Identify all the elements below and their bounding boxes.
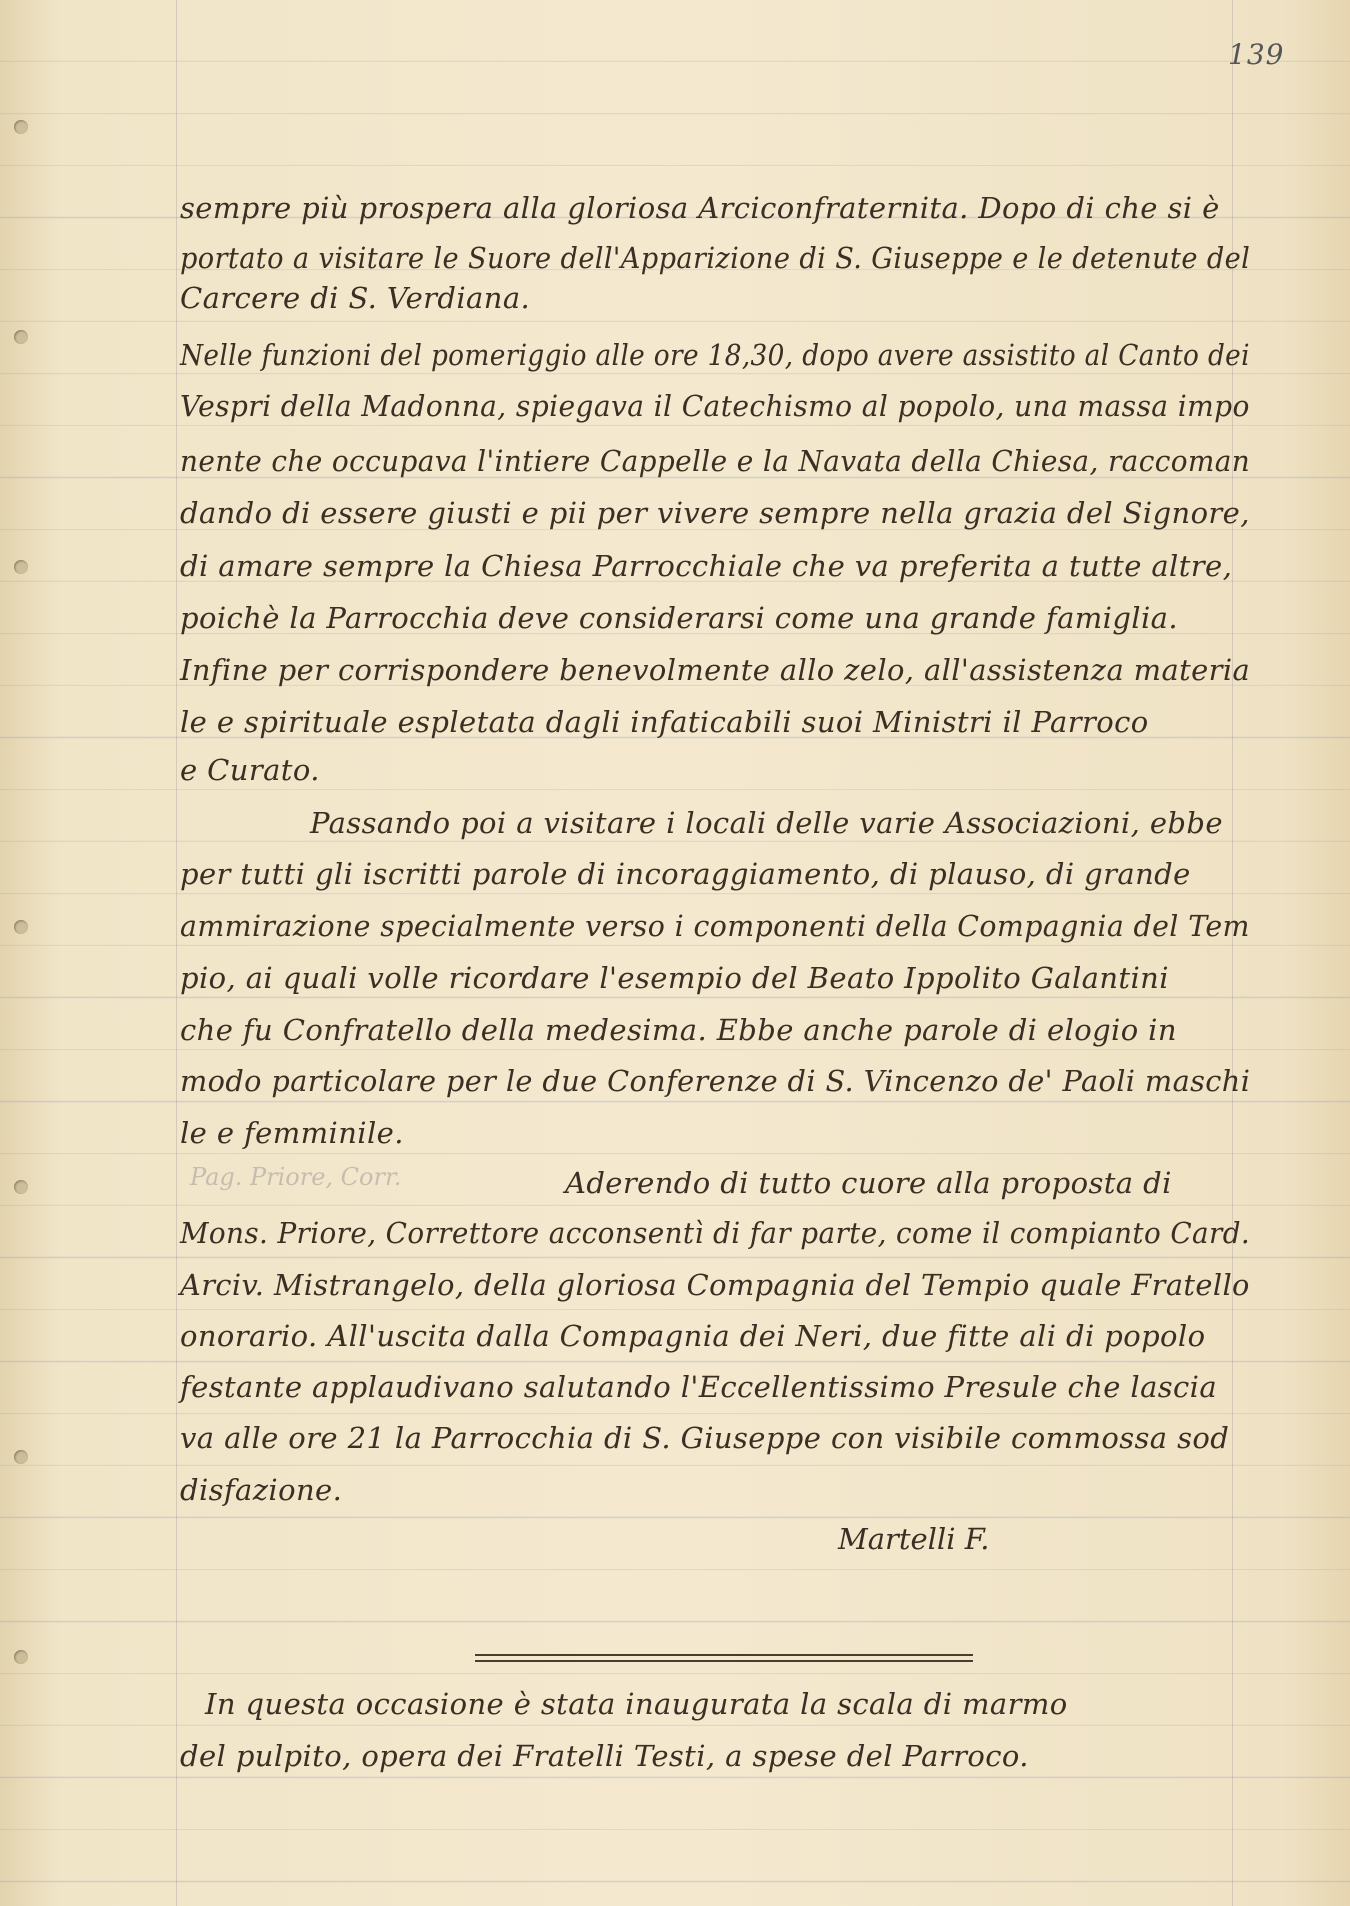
body-line: dando di essere giusti e pii per vivere sempre nella grazia del Signore, — [180, 496, 1250, 530]
body-line: Aderendo di tutto cuore alla proposta di — [565, 1166, 1172, 1200]
binding-hole — [14, 1650, 28, 1664]
left-margin-line — [176, 0, 177, 1906]
binding-hole — [14, 1450, 28, 1464]
body-line: modo particolare per le due Conferenze di S. Vincenzo de' Paoli maschi — [180, 1064, 1251, 1098]
body-line: nente che occupava l'intiere Cappelle e la Navata della Chiesa, raccoman — [180, 444, 1251, 478]
note-line: In questa occasione è stata inaugurata la scala di marmo — [205, 1687, 1068, 1721]
body-line: di amare sempre la Chiesa Parrocchiale che va preferita a tutte altre, — [180, 549, 1233, 583]
body-line: le e spirituale espletata dagli infaticabili suoi Ministri il Parroco — [180, 705, 1149, 739]
body-line: Nelle funzioni del pomeriggio alle ore 18,30, dopo avere assistito al Canto dei — [180, 338, 1250, 372]
binding-hole — [14, 1180, 28, 1194]
body-line: sempre più prospera alla gloriosa Arciconfraternita. Dopo di che si è — [180, 191, 1220, 225]
body-line: le e femminile. — [180, 1116, 404, 1150]
body-line: Vespri della Madonna, spiegava il Catechismo al popolo, una massa impo — [180, 389, 1250, 423]
body-line: Passando poi a visitare i locali delle varie Associazioni, ebbe — [310, 806, 1223, 840]
body-line: e Curato. — [180, 753, 320, 787]
body-line: festante applaudivano salutando l'Eccellentissimo Presule che lascia — [180, 1370, 1218, 1404]
body-line: pio, ai quali volle ricordare l'esempio del Beato Ippolito Galantini — [180, 961, 1169, 995]
body-line: va alle ore 21 la Parrocchia di S. Giuseppe con visibile commossa sod — [180, 1421, 1230, 1455]
binding-hole — [14, 330, 28, 344]
body-line: onorario. All'uscita dalla Compagnia dei Neri, due fitte ali di popolo — [180, 1319, 1206, 1353]
body-line: che fu Confratello della medesima. Ebbe anche parole di elogio in — [180, 1013, 1177, 1047]
binding-hole — [14, 560, 28, 574]
body-line: Arciv. Mistrangelo, della gloriosa Compagnia del Tempio quale Fratello — [180, 1268, 1250, 1302]
faded-margin-note: Pag. Priore, Corr. — [190, 1163, 402, 1191]
right-margin-line — [1232, 0, 1233, 1906]
body-line: Mons. Priore, Correttore acconsentì di far parte, come il compianto Card. — [180, 1216, 1251, 1250]
body-line: Infine per corrispondere benevolmente allo zelo, all'assistenza materia — [180, 653, 1251, 687]
divider-rule — [475, 1654, 973, 1656]
body-line: per tutti gli iscritti parole di incoraggiamento, di plauso, di grande — [180, 857, 1191, 891]
body-line: Carcere di S. Verdiana. — [180, 281, 531, 315]
body-line: portato a visitare le Suore dell'Apparizione di S. Giuseppe e le detenute del — [180, 241, 1251, 275]
binding-hole — [14, 120, 28, 134]
signature: Martelli F. — [838, 1522, 990, 1556]
body-line: poichè la Parrocchia deve considerarsi come una grande famiglia. — [180, 601, 1178, 635]
body-line: ammirazione specialmente verso i componenti della Compagnia del Tem — [180, 909, 1250, 943]
divider-rule — [475, 1660, 973, 1662]
binding-hole — [14, 920, 28, 934]
body-line: disfazione. — [180, 1473, 343, 1507]
note-line: del pulpito, opera dei Fratelli Testi, a spese del Parroco. — [180, 1739, 1029, 1773]
page-number: 139 — [1228, 38, 1285, 71]
